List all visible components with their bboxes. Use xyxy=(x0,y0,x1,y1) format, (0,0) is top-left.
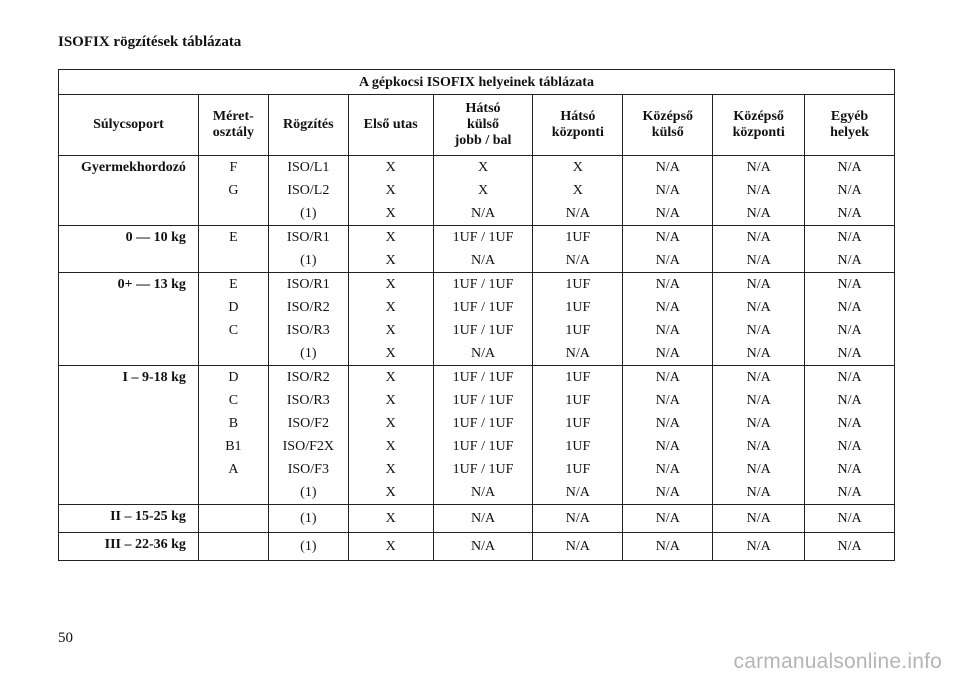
table-cell: 1UF xyxy=(533,458,623,481)
table-cell: 1UF xyxy=(533,273,623,297)
weight-group-label: Gyermekhordozó xyxy=(59,156,199,226)
column-header-line: Hátsó xyxy=(465,101,501,116)
table-cell: ISO/F2 xyxy=(268,412,348,435)
table-cell: X xyxy=(348,389,433,412)
table-cell: N/A xyxy=(713,273,805,297)
table-cell: N/A xyxy=(623,533,713,561)
table-cell: X xyxy=(433,156,533,180)
table-cell: N/A xyxy=(713,156,805,180)
table-cell: 1UF xyxy=(533,319,623,342)
table-cell: 1UF / 1UF xyxy=(433,226,533,250)
page-title: ISOFIX rögzítések táblázata xyxy=(58,34,242,50)
table-cell: 1UF / 1UF xyxy=(433,412,533,435)
table-cell: N/A xyxy=(623,273,713,297)
column-header-line: külső xyxy=(467,117,499,132)
table-cell: ISO/R3 xyxy=(268,319,348,342)
table-cell: N/A xyxy=(533,202,623,226)
table-cell: N/A xyxy=(623,458,713,481)
table-cell: N/A xyxy=(713,435,805,458)
table-cell: B xyxy=(198,412,268,435)
column-header-line: helyek xyxy=(830,125,869,140)
table-cell: 1UF xyxy=(533,389,623,412)
table-cell: X xyxy=(348,179,433,202)
table-cell: 1UF xyxy=(533,366,623,390)
table-cell: N/A xyxy=(805,342,895,366)
weight-group-label: III – 22-36 kg xyxy=(59,533,199,561)
table-cell: (1) xyxy=(268,342,348,366)
table-cell: X xyxy=(348,226,433,250)
table-cell: 1UF / 1UF xyxy=(433,458,533,481)
weight-group-label: 0+ — 13 kg xyxy=(59,273,199,366)
table-cell: N/A xyxy=(805,505,895,533)
table-cell: ISO/R2 xyxy=(268,366,348,390)
table-cell: N/A xyxy=(533,481,623,505)
table-caption: A gépkocsi ISOFIX helyeinek táblázata xyxy=(59,70,895,95)
table-cell: 1UF xyxy=(533,412,623,435)
column-header xyxy=(433,95,533,156)
column-header xyxy=(533,95,623,156)
table-cell: N/A xyxy=(623,412,713,435)
table-cell: X xyxy=(533,179,623,202)
table-cell: N/A xyxy=(533,249,623,273)
column-header-line: Súlycsoport xyxy=(93,117,164,132)
table-cell: N/A xyxy=(805,179,895,202)
table-cell: N/A xyxy=(713,249,805,273)
table-cell: 1UF / 1UF xyxy=(433,435,533,458)
table-caption-row xyxy=(59,70,895,95)
table-cell: N/A xyxy=(713,481,805,505)
column-header xyxy=(59,95,199,156)
weight-group-label: II – 15-25 kg xyxy=(59,505,199,533)
table-cell: X xyxy=(348,319,433,342)
column-header xyxy=(713,95,805,156)
column-header-line: központi xyxy=(551,125,604,140)
table-cell: N/A xyxy=(623,156,713,180)
table-cell: N/A xyxy=(805,273,895,297)
table-body xyxy=(59,156,895,561)
table-cell: (1) xyxy=(268,249,348,273)
table-cell: N/A xyxy=(713,533,805,561)
column-header xyxy=(623,95,713,156)
table-cell: N/A xyxy=(533,505,623,533)
table-cell: N/A xyxy=(623,389,713,412)
table-cell: X xyxy=(348,505,433,533)
column-header-line: Méret- xyxy=(212,109,254,124)
table-cell: E xyxy=(198,273,268,297)
table-cell: N/A xyxy=(433,202,533,226)
column-header-line: Középső xyxy=(642,109,694,124)
table-row xyxy=(59,273,895,297)
table-cell: N/A xyxy=(805,156,895,180)
table-cell: N/A xyxy=(623,505,713,533)
table-row xyxy=(59,505,895,533)
column-header-line: központi xyxy=(732,125,785,140)
table-cell: G xyxy=(198,179,268,202)
table-cell: ISO/R1 xyxy=(268,273,348,297)
table-cell: N/A xyxy=(713,412,805,435)
table-cell: N/A xyxy=(805,458,895,481)
table-cell: X xyxy=(348,202,433,226)
table-cell: N/A xyxy=(713,505,805,533)
table-cell: X xyxy=(433,179,533,202)
table-cell: N/A xyxy=(623,202,713,226)
column-header xyxy=(348,95,433,156)
table-cell: (1) xyxy=(268,481,348,505)
table-cell: ISO/L2 xyxy=(268,179,348,202)
table-cell: 1UF / 1UF xyxy=(433,389,533,412)
table-cell: N/A xyxy=(713,296,805,319)
table-cell: X xyxy=(348,435,433,458)
table-cell: N/A xyxy=(805,435,895,458)
table-cell: N/A xyxy=(713,226,805,250)
table-cell: X xyxy=(533,156,623,180)
column-header xyxy=(268,95,348,156)
table-row xyxy=(59,156,895,180)
table-cell: N/A xyxy=(433,533,533,561)
table-cell: N/A xyxy=(805,366,895,390)
table-cell xyxy=(198,249,268,273)
table-cell: 1UF / 1UF xyxy=(433,319,533,342)
table-cell: X xyxy=(348,481,433,505)
table-cell: N/A xyxy=(623,319,713,342)
table-cell: F xyxy=(198,156,268,180)
table-cell: A xyxy=(198,458,268,481)
column-header-line: Középső xyxy=(733,109,784,124)
column-header xyxy=(805,95,895,156)
table-cell: 1UF / 1UF xyxy=(433,273,533,297)
table-cell: B1 xyxy=(198,435,268,458)
column-header-line: Rögzítés xyxy=(283,117,334,132)
table-cell: N/A xyxy=(433,481,533,505)
table-row xyxy=(59,226,895,250)
table-cell: X xyxy=(348,342,433,366)
column-header-line: Egyéb xyxy=(830,109,869,124)
table-cell: N/A xyxy=(805,319,895,342)
column-header-line: Hátsó xyxy=(560,109,596,124)
table-cell: N/A xyxy=(805,226,895,250)
table-cell: N/A xyxy=(713,342,805,366)
table-cell: ISO/F3 xyxy=(268,458,348,481)
table-cell: N/A xyxy=(713,202,805,226)
watermark: carmanualsonline.info xyxy=(733,650,942,673)
table-header-row xyxy=(59,95,895,156)
table-cell: X xyxy=(348,273,433,297)
table-cell: ISO/L1 xyxy=(268,156,348,180)
table-cell xyxy=(198,505,268,533)
table-cell: N/A xyxy=(805,249,895,273)
table-cell: (1) xyxy=(268,202,348,226)
table-cell xyxy=(198,342,268,366)
table-cell: X xyxy=(348,458,433,481)
table-cell: X xyxy=(348,156,433,180)
table-cell: N/A xyxy=(623,435,713,458)
table-row xyxy=(59,533,895,561)
table-cell: N/A xyxy=(623,296,713,319)
table-cell: N/A xyxy=(713,319,805,342)
table-cell: N/A xyxy=(623,249,713,273)
table-cell: 1UF xyxy=(533,296,623,319)
table-cell: N/A xyxy=(805,481,895,505)
table-row xyxy=(59,366,895,390)
column-header xyxy=(198,95,268,156)
table-cell: N/A xyxy=(713,179,805,202)
table-cell: N/A xyxy=(805,533,895,561)
isofix-table xyxy=(58,69,895,561)
table-cell: D xyxy=(198,366,268,390)
table-cell: N/A xyxy=(533,342,623,366)
table-cell: N/A xyxy=(433,249,533,273)
column-header-line: külső xyxy=(651,125,684,140)
table-cell: X xyxy=(348,533,433,561)
table-cell: N/A xyxy=(713,389,805,412)
weight-group-label: I – 9-18 kg xyxy=(59,366,199,505)
column-header-line: jobb / bal xyxy=(454,133,512,148)
table-cell: N/A xyxy=(623,226,713,250)
weight-group-label: 0 — 10 kg xyxy=(59,226,199,273)
table-cell: N/A xyxy=(533,533,623,561)
table-cell: X xyxy=(348,249,433,273)
table-cell: N/A xyxy=(623,481,713,505)
table-cell xyxy=(198,202,268,226)
table-cell: (1) xyxy=(268,533,348,561)
table-cell: C xyxy=(198,389,268,412)
column-header-line: Első utas xyxy=(363,117,418,132)
table-cell: N/A xyxy=(433,342,533,366)
table-cell: N/A xyxy=(623,366,713,390)
table-cell: 1UF / 1UF xyxy=(433,296,533,319)
table-cell: N/A xyxy=(805,389,895,412)
table-cell: N/A xyxy=(433,505,533,533)
table-cell: ISO/R1 xyxy=(268,226,348,250)
table-cell: C xyxy=(198,319,268,342)
table-cell: ISO/R2 xyxy=(268,296,348,319)
table-cell: E xyxy=(198,226,268,250)
page-number: 50 xyxy=(58,630,73,646)
table-cell: (1) xyxy=(268,505,348,533)
table-cell: X xyxy=(348,366,433,390)
table-cell: X xyxy=(348,296,433,319)
column-header-line: osztály xyxy=(212,125,254,140)
table-cell: N/A xyxy=(713,458,805,481)
table-cell: N/A xyxy=(713,366,805,390)
table-cell: 1UF xyxy=(533,435,623,458)
table-cell: X xyxy=(348,412,433,435)
table-cell: 1UF / 1UF xyxy=(433,366,533,390)
table-cell: N/A xyxy=(805,412,895,435)
table-cell: N/A xyxy=(623,179,713,202)
table-cell: ISO/F2X xyxy=(268,435,348,458)
table-cell xyxy=(198,533,268,561)
table-cell: 1UF xyxy=(533,226,623,250)
table-cell xyxy=(198,481,268,505)
table-cell: N/A xyxy=(623,342,713,366)
table-cell: N/A xyxy=(805,296,895,319)
table-cell: ISO/R3 xyxy=(268,389,348,412)
table-cell: N/A xyxy=(805,202,895,226)
table-cell: D xyxy=(198,296,268,319)
